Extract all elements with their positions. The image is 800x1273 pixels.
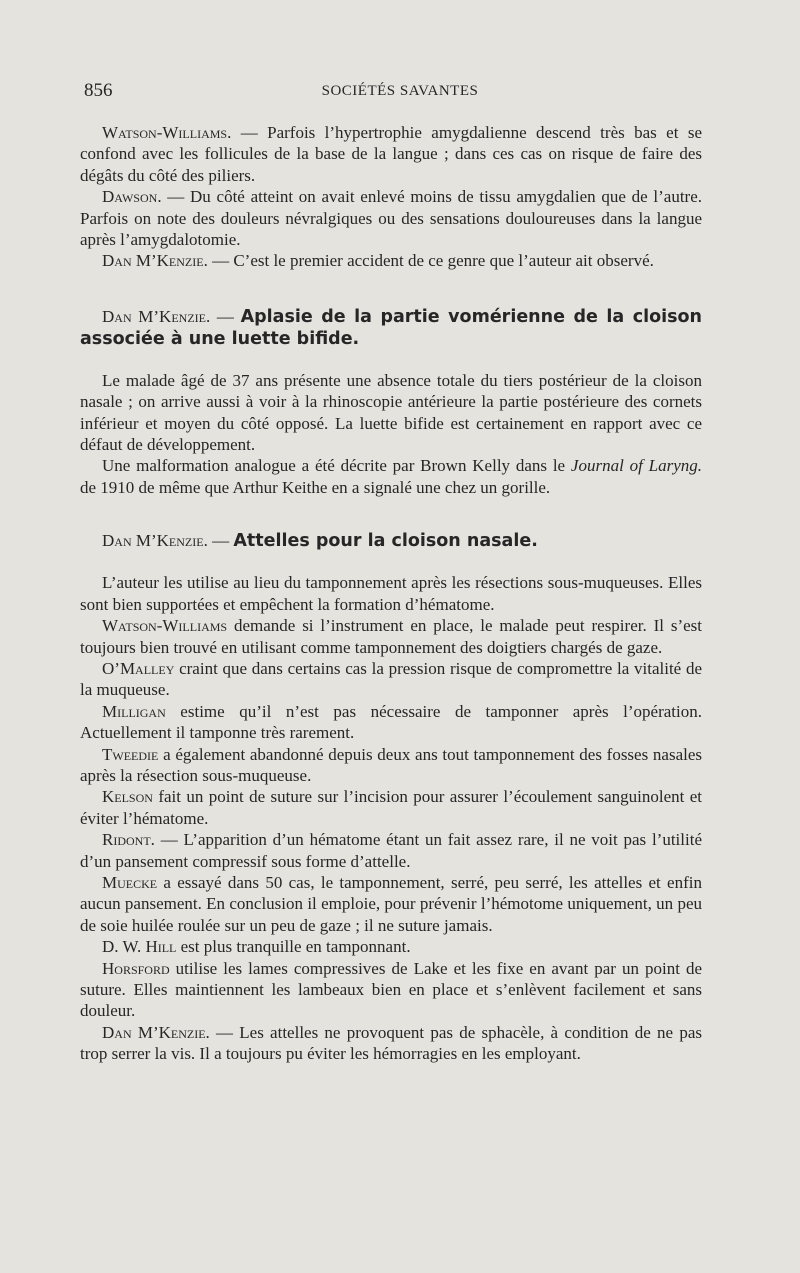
discussion-paragraph xyxy=(80,186,702,250)
speaker-name: O’Malley xyxy=(102,658,175,678)
body-paragraph: L’auteur les utilise au lieu du tamponnement après les résections sous-muqueuses. Elles sont bien supportées et empêchent la formation d’hématome. xyxy=(80,573,702,614)
speaker-name: Ridont. xyxy=(102,830,155,850)
discussion-text: fait un point de suture sur l’incision pour assurer l’écoulement sanguinolent et éviter l’hématome. xyxy=(80,787,702,828)
discussion-text: craint que dans certains cas la pression risque de compromettre la vitalité de la muqueuse. xyxy=(80,658,702,700)
speaker-name: Milligan xyxy=(102,701,166,721)
heading-dash: — xyxy=(207,531,234,551)
body-paragraph: Le malade âgé de 37 ans présente une absence totale du tiers postérieur de la cloison nasale ; on arrive aussi à voir à la rhinoscopie antérieure la partie postérieure des cornets inférieur et moyen du côté opposé. La luette bifide est certainement en rapport avec ce défaut de développement. xyxy=(80,370,702,455)
discussion-paragraph xyxy=(80,701,702,744)
discussion-paragraph xyxy=(80,615,702,658)
discussion-block xyxy=(80,122,702,272)
section-author: Dan M’Kenzie. xyxy=(102,531,208,551)
speaker-name: Muecke xyxy=(102,872,158,892)
paragraph-text: Une malformation analogue a été décrite par Brown Kelly dans le xyxy=(102,456,571,476)
discussion-text: demande si l’instrument en place, le malade peut respirer. Il s’est toujours bien trouvé en utilisant comme tamponnement des doigtiers chargés de gaze. xyxy=(80,616,702,657)
page-body xyxy=(80,122,702,1065)
discussion-text: a essayé dans 50 cas, le tamponnement, serré, peu serré, les attelles et enfin aucun pansement. En conclusion il emploie, pour prévenir l’hémotome uniquement, un peu de soie huilée roulée sur un peu de gaze ; il ne suture jamais. xyxy=(80,872,702,935)
discussion-paragraph xyxy=(80,829,702,872)
speaker-name: Dawson. xyxy=(102,187,162,207)
speaker-name: Watson-Williams. xyxy=(102,123,232,142)
section-heading xyxy=(80,306,702,350)
discussion-text: — Du côté atteint on avait enlevé moins de tissu amygdalien que de l’autre. Parfois on note des douleurs névralgiques ou des sensations douloureuses dans la langue après l’amygdalotomie. xyxy=(80,187,702,250)
speaker-name: Tweedie xyxy=(102,744,159,764)
speaker-name: Watson-Williams xyxy=(102,616,228,636)
speaker-name: D. W. Hill xyxy=(102,937,177,957)
heading-dash: — xyxy=(210,306,241,326)
discussion-paragraph xyxy=(80,936,702,957)
discussion-text: est plus tranquille en tamponnant. xyxy=(176,937,411,957)
section-title: Aplasie de la partie vomérienne de la cloison associée à une luette bifide. xyxy=(80,306,702,349)
discussion-text: — L’apparition d’un hématome étant un fait assez rare, il ne voit pas l’utilité d’un pansement compressif sous forme d’attelle. xyxy=(80,830,702,871)
discussion-paragraph xyxy=(80,122,702,186)
discussion-paragraph xyxy=(80,250,702,271)
discussion-text: — Les attelles ne provoquent pas de sphacèle, à condition de ne pas trop serrer la vis. Il a toujours pu éviter les hémorragies en les employant. xyxy=(80,1022,702,1064)
discussion-paragraph xyxy=(80,1022,702,1065)
discussion-text: — C’est le premier accident de ce genre que l’auteur ait observé. xyxy=(207,251,654,271)
section-heading xyxy=(80,530,702,552)
discussion-paragraph xyxy=(80,872,702,936)
journal-title: Journal of Laryng. xyxy=(570,456,702,476)
discussion-text: estime qu’il n’est pas nécessaire de tamponner après l’opération. Actuellement il tamponne très rarement. xyxy=(80,701,702,743)
discussion-paragraph xyxy=(80,958,702,1022)
speaker-name: Horsford xyxy=(102,958,170,978)
discussion-text: a également abandonné depuis deux ans tout tamponnement des fosses nasales après la résection sous-muqueuse. xyxy=(80,744,702,785)
page-header xyxy=(0,80,800,110)
section-author: Dan M’Kenzie. xyxy=(102,306,211,326)
discussion-text: utilise les lames compressives de Lake et les fixe en avant par un point de suture. Elles maintiennent les lambeaux bien en place et s’enlèvent facilement et sans douleur. xyxy=(80,958,702,1021)
discussion-paragraph xyxy=(80,786,702,829)
page-number: 856 xyxy=(84,80,113,101)
section-attelles xyxy=(80,530,702,1064)
section-aplasie xyxy=(80,306,702,498)
speaker-name: Dan M’Kenzie. xyxy=(102,1022,210,1042)
speaker-name: Dan M’Kenzie. xyxy=(102,251,208,271)
speaker-name: Kelson xyxy=(102,787,153,807)
body-paragraph xyxy=(80,455,702,498)
discussion-paragraph xyxy=(80,658,702,701)
running-head: SOCIÉTÉS SAVANTES xyxy=(321,83,479,99)
section-title: Attelles pour la cloison nasale. xyxy=(233,531,538,552)
discussion-text: — Parfois l’hypertrophie amygdalienne descend très bas et se confond avec les follicules de la base de la langue ; dans ces cas on risque de faire des dégâts du côté des piliers. xyxy=(80,123,702,185)
paragraph-text: de 1910 de même que Arthur Keithe en a signalé une chez un gorille. xyxy=(80,477,551,497)
discussion-paragraph xyxy=(80,744,702,787)
